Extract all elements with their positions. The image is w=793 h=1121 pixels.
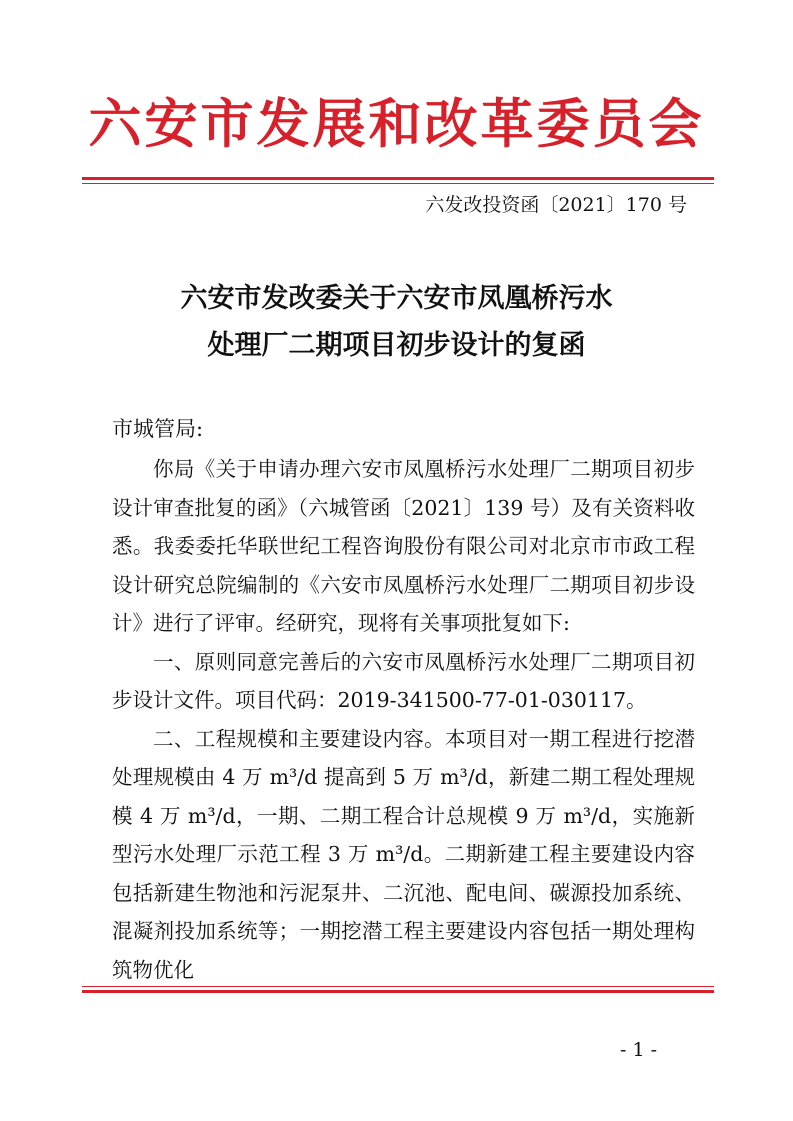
body-text — [112, 450, 695, 989]
document-title-line-1: 六安市发改委关于六安市凤凰桥污水 — [180, 283, 613, 314]
header-rule-thin — [82, 183, 714, 184]
body-paragraph-item-2: 二、工程规模和主要建设内容。本项目对一期工程进行挖潜处理规模由 4 万 m³/d 提高到 5 万 m³/d，新建二期工程处理规模 4 万 m³/d，一期、二期工程合计总规模 9 万 m³/d，实施新型污水处理厂示范工程 3 万 m³/d。二期新建工程主要建设内容包括新建生物池和污泥泵井、二沉池、配电间、碳源投加系统、混凝剂投加系统等；一期挖潜工程主要建设内容包括一期处理构筑物优化 — [112, 726, 695, 982]
body-paragraph-item-1: 一、原则同意完善后的六安市凤凰桥污水处理厂二期项目初步设计文件。项目代码：2019-341500-77-01-030117。 — [112, 649, 695, 712]
document-title-line-2: 处理厂二期项目初步设计的复函 — [207, 330, 586, 361]
document-number: 六发改投资函〔2021〕170 号 — [425, 194, 687, 216]
footer-rule-thin — [82, 986, 714, 987]
recipient: 市城管局: — [112, 417, 204, 441]
footer-rule-thick — [82, 990, 714, 993]
header-rule-thick — [82, 177, 714, 180]
page-number: - 1 - — [620, 1039, 658, 1061]
organization-header: 六安市发展和改革委员会 — [88, 93, 705, 155]
body-paragraph-intro: 你局《关于申请办理六安市凤凰桥污水处理厂二期项目初步设计审查批复的函》（六城管函〔2021〕139 号）及有关资料收悉。我委委托华联世纪工程咨询股份有限公司对北京市市政工程设计研究总院编制的《六安市凤凰桥污水处理厂二期项目初步设计》进行了评审。经研究，现将有关事项批复如下: — [112, 457, 695, 635]
